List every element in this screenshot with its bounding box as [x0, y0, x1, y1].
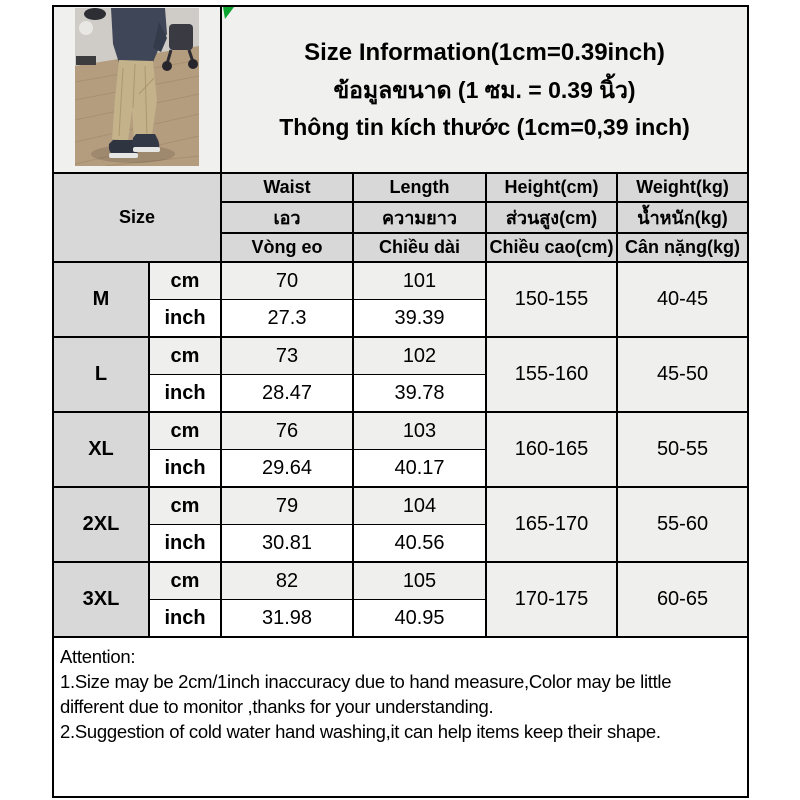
- length-cm-m: 101: [353, 262, 486, 300]
- unit-inch: inch: [149, 450, 221, 488]
- size-label-m: M: [53, 262, 149, 337]
- header-length-en: Length: [353, 173, 486, 202]
- weight-range-xl: 50-55: [617, 412, 748, 487]
- product-photo-cell: [53, 6, 221, 173]
- unit-cm: cm: [149, 337, 221, 375]
- attention-line-2: 2.Suggestion of cold water hand washing,it can help items keep their shape.: [60, 721, 661, 742]
- waist-inch-l: 28.47: [221, 375, 353, 413]
- size-label-3xl: 3XL: [53, 562, 149, 637]
- unit-cm: cm: [149, 487, 221, 525]
- waist-inch-3xl: 31.98: [221, 600, 353, 638]
- height-range-2xl: 165-170: [486, 487, 617, 562]
- background-shelf: [76, 56, 96, 65]
- unit-cm: cm: [149, 262, 221, 300]
- length-cm-3xl: 105: [353, 562, 486, 600]
- height-range-l: 155-160: [486, 337, 617, 412]
- unit-inch: inch: [149, 375, 221, 413]
- waist-inch-m: 27.3: [221, 300, 353, 338]
- background-hat: [79, 21, 93, 35]
- waist-inch-xl: 29.64: [221, 450, 353, 488]
- header-length-th: ความยาว: [353, 202, 486, 233]
- height-range-m: 150-155: [486, 262, 617, 337]
- waist-cm-2xl: 79: [221, 487, 353, 525]
- length-cm-xl: 103: [353, 412, 486, 450]
- unit-cm: cm: [149, 412, 221, 450]
- attention-line-1: 1.Size may be 2cm/1inch inaccuracy due to hand measure,Color may be little different due to monitor ,thanks for your understanding.: [60, 671, 672, 717]
- length-inch-xl: 40.17: [353, 450, 486, 488]
- weight-range-m: 40-45: [617, 262, 748, 337]
- cell-corner-marker-icon: [223, 7, 234, 19]
- header-waist-vi: Vòng eo: [221, 233, 353, 262]
- title-vietnamese: Thông tin kích thước (1cm=0,39 inch): [279, 113, 690, 140]
- header-waist-en: Waist: [221, 173, 353, 202]
- length-inch-l: 39.78: [353, 375, 486, 413]
- waist-cm-m: 70: [221, 262, 353, 300]
- header-waist-th: เอว: [221, 202, 353, 233]
- length-inch-m: 39.39: [353, 300, 486, 338]
- size-label-2xl: 2XL: [53, 487, 149, 562]
- length-inch-3xl: 40.95: [353, 600, 486, 638]
- length-cm-2xl: 104: [353, 487, 486, 525]
- weight-range-2xl: 55-60: [617, 487, 748, 562]
- size-label-l: L: [53, 337, 149, 412]
- length-cm-l: 102: [353, 337, 486, 375]
- attention-note: [53, 637, 748, 797]
- title-english: Size Information(1cm=0.39inch): [304, 38, 665, 66]
- size-info-title-block: [221, 6, 748, 173]
- height-range-xl: 160-165: [486, 412, 617, 487]
- attention-heading: Attention:: [60, 646, 136, 667]
- header-length-vi: Chiều dài: [353, 233, 486, 262]
- unit-inch: inch: [149, 300, 221, 338]
- unit-inch: inch: [149, 525, 221, 563]
- header-height-vi: Chiều cao(cm): [486, 233, 617, 262]
- weight-range-l: 45-50: [617, 337, 748, 412]
- waist-inch-2xl: 30.81: [221, 525, 353, 563]
- unit-cm: cm: [149, 562, 221, 600]
- background-cap: [84, 8, 106, 20]
- height-range-3xl: 170-175: [486, 562, 617, 637]
- header-weight-th: น้ำหนัก(kg): [617, 202, 748, 233]
- length-inch-2xl: 40.56: [353, 525, 486, 563]
- waist-cm-3xl: 82: [221, 562, 353, 600]
- size-label-xl: XL: [53, 412, 149, 487]
- header-height-th: ส่วนสูง(cm): [486, 202, 617, 233]
- title-thai: ข้อมูลขนาด (1 ซม. = 0.39 นิ้ว): [333, 76, 636, 103]
- header-weight-en: Weight(kg): [617, 173, 748, 202]
- product-photo: [75, 8, 199, 166]
- size-chart-table: [52, 5, 749, 798]
- header-height-en: Height(cm): [486, 173, 617, 202]
- waist-cm-xl: 76: [221, 412, 353, 450]
- waist-cm-l: 73: [221, 337, 353, 375]
- weight-range-3xl: 60-65: [617, 562, 748, 637]
- unit-inch: inch: [149, 600, 221, 638]
- size-column-header: Size: [53, 173, 221, 262]
- header-weight-vi: Cân nặng(kg): [617, 233, 748, 262]
